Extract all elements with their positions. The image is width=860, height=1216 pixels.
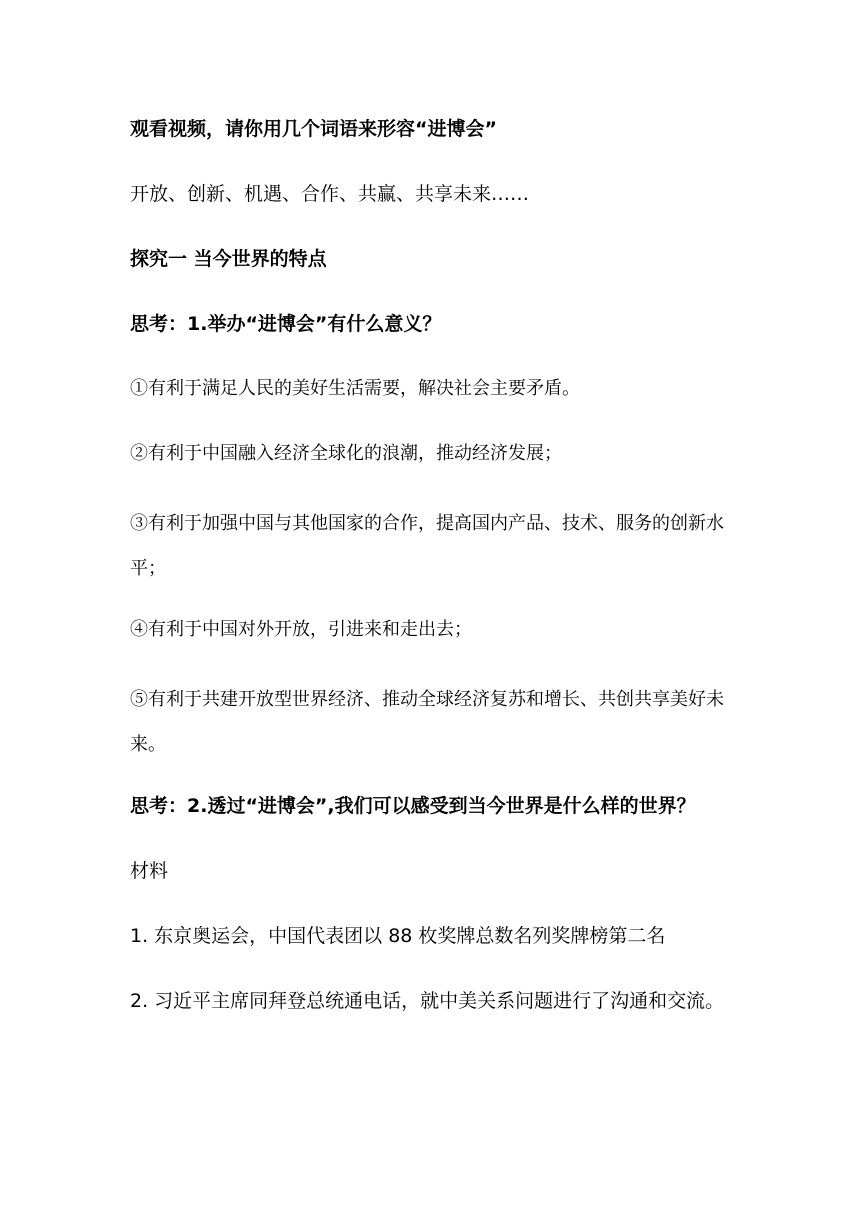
- point-1: ①有利于满足人民的美好生活需要，解决社会主要矛盾。: [130, 378, 580, 399]
- section-title: 探究一 当今世界的特点: [130, 248, 327, 270]
- point-5: ⑤有利于共建开放型世界经济、推动全球经济复苏和增长、共创共享美好未来。: [130, 689, 724, 755]
- question-1: 思考：1.举办“进博会”有什么意义？: [130, 313, 442, 335]
- point-3: ③有利于加强中国与其他国家的合作，提高国内产品、技术、服务的创新水平；: [130, 513, 724, 579]
- material-2: 2. 习近平主席同拜登总统通电话，就中美关系问题进行了沟通和交流。: [130, 990, 725, 1012]
- intro-answer: 开放、创新、机遇、合作、共赢、共享未来……: [130, 183, 530, 205]
- point-4: ④有利于中国对外开放，引进来和走出去；: [130, 619, 472, 640]
- intro-question: 观看视频，请你用几个词语来形容“进博会”: [130, 118, 497, 140]
- material-1: 1. 东京奥运会，中国代表团以 88 枚奖牌总数名列奖牌榜第二名: [130, 925, 666, 947]
- question-2: 思考：2.透过“进博会”,我们可以感受到当今世界是什么样的世界？: [130, 795, 696, 817]
- material-label: 材料: [130, 860, 169, 882]
- point-2: ②有利于中国融入经济全球化的浪潮，推动经济发展；: [130, 443, 562, 464]
